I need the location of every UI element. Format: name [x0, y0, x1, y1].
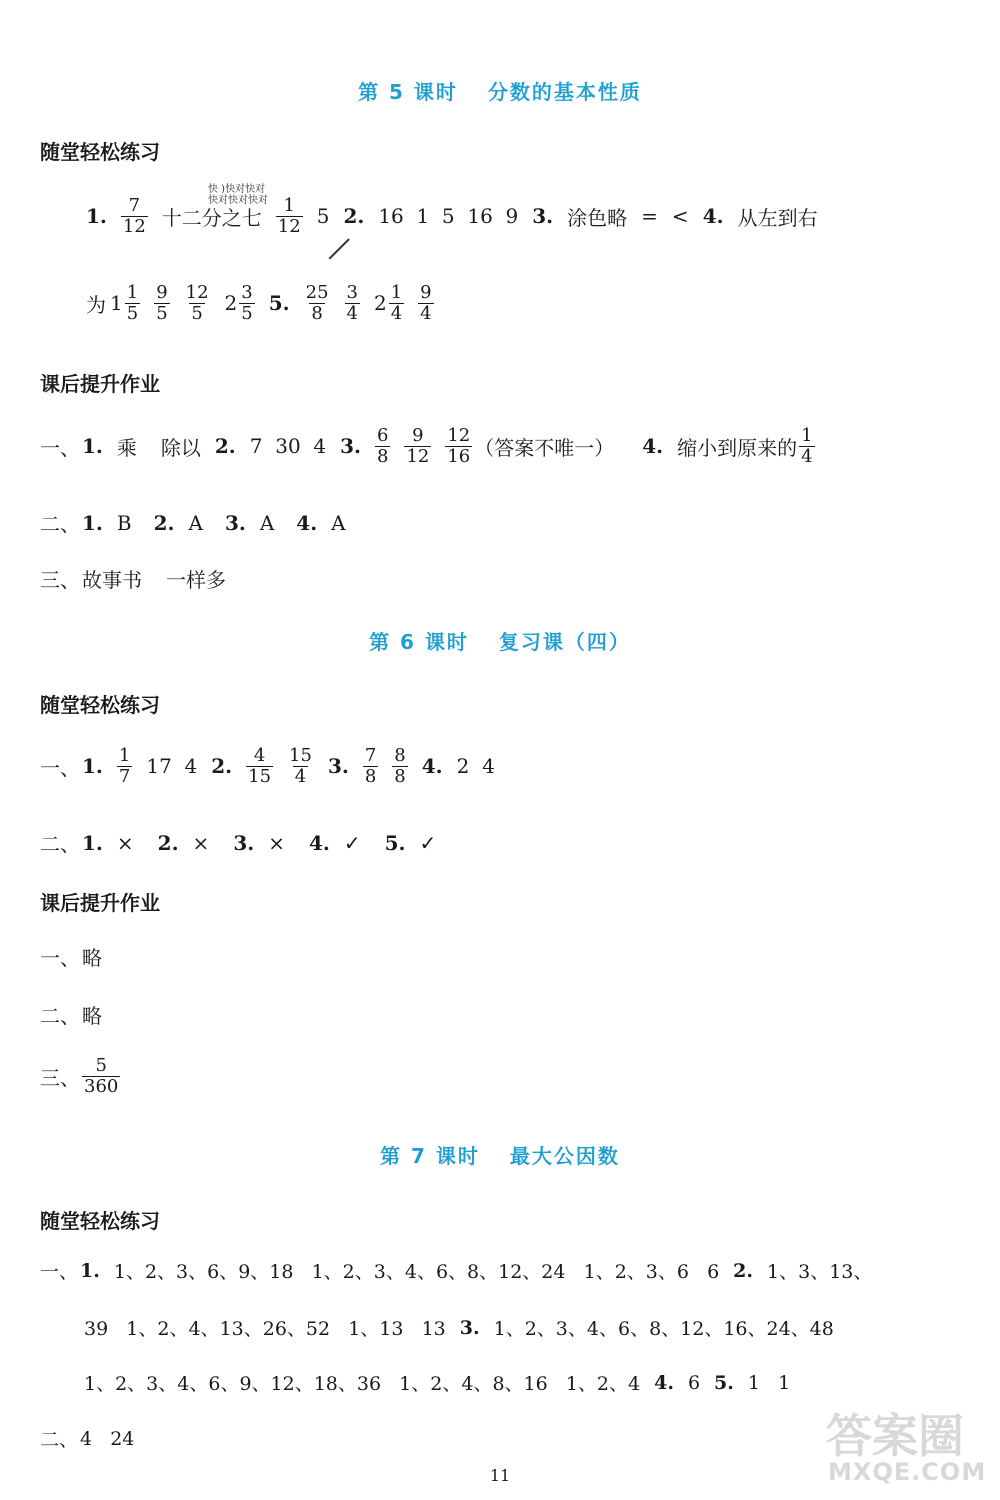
item-number: 3. [224, 510, 246, 535]
answer-text: 乘 [116, 435, 137, 460]
numerator: 3 [346, 282, 358, 303]
answer-symbol: = [641, 204, 658, 229]
answer-text: 略 [82, 1004, 102, 1028]
answer-line [40, 828, 450, 857]
answer-text: 为 [86, 292, 106, 317]
practice-heading: 随堂轻松练习 [40, 140, 160, 164]
answer-text: 17 4 [146, 754, 198, 779]
item-number: 2. [214, 434, 236, 459]
answer-line [40, 1000, 116, 1029]
answer-text: （答案不唯一） [474, 435, 615, 460]
part-number: 一、 [40, 755, 80, 780]
practice-heading: 随堂轻松练习 [40, 693, 160, 717]
item-number: 1. [82, 434, 103, 459]
item-number: 5. [714, 1371, 734, 1394]
numerator: 12 [447, 425, 471, 446]
denominator: 7 [118, 765, 131, 787]
answer-text: 1、2、3、4、6、8、12、16、24、48 [493, 1318, 834, 1340]
homework-heading: 课后提升作业 [40, 372, 160, 396]
fraction [345, 283, 360, 324]
item-number: 5. [384, 830, 406, 855]
answer-text: 7 30 4 [249, 434, 327, 459]
item-number: 4. [308, 830, 330, 855]
numerator: 8 [394, 745, 406, 766]
item-number: 5. [268, 291, 290, 316]
item-number: 4. [642, 434, 664, 459]
fraction [287, 746, 314, 787]
answer-line [84, 1314, 848, 1341]
part-number: 二、 [40, 832, 80, 856]
cross-mark: × [268, 830, 285, 855]
numerator: 1 [126, 282, 139, 303]
answer-text: A [259, 510, 275, 535]
numerator: 7 [128, 195, 141, 216]
fraction [82, 1056, 120, 1097]
answer-line [40, 1425, 148, 1452]
fraction [375, 426, 390, 467]
numerator: 1 [390, 282, 403, 303]
item-number: 2. [733, 1259, 754, 1282]
check-mark: ✓ [343, 830, 361, 855]
section-title-text: 分数的基本性质 [487, 80, 642, 104]
item-number: 2. [211, 754, 233, 779]
answer-text: 故事书 [82, 568, 142, 592]
denominator: 5 [191, 302, 203, 324]
whole-part: 1 [110, 291, 123, 316]
answer-symbol: < [671, 204, 689, 229]
section-title-text: 最大公因数 [509, 1144, 620, 1168]
answer-text: A [188, 510, 203, 535]
item-number: 3. [327, 754, 349, 779]
answer-text: 1、2、3、6、9、18 1、2、3、4、6、8、12、24 1、2、3、6 6 [113, 1261, 720, 1283]
answer-text: 39 1、2、4、13、26、52 1、13 13 [84, 1318, 446, 1340]
item-number: 2. [157, 830, 179, 855]
answer-line [86, 196, 832, 237]
check-mark: ✓ [419, 830, 437, 855]
whole-part: 2 [224, 291, 238, 316]
answer-line [40, 942, 116, 971]
answer-text: 除以 [160, 435, 201, 460]
practice-heading: 随堂轻松练习 [40, 1209, 160, 1233]
section-title-7 [0, 1140, 1000, 1169]
answer-text: 1 1 [747, 1371, 791, 1394]
answer-text: 5 [316, 204, 330, 229]
item-number: 1. [80, 1259, 100, 1282]
denominator: 12 [122, 215, 146, 237]
answer-line [40, 426, 829, 467]
numerator: 15 [289, 745, 312, 766]
part-number: 三、 [40, 1065, 80, 1090]
section-title-text: 复习课（四） [498, 630, 631, 654]
fraction [117, 746, 132, 787]
answer-text: 一样多 [166, 568, 226, 592]
answer-text: 1、2、3、4、6、9、12、18、36 1、2、4、8、16 1、2、4 [84, 1373, 641, 1395]
denominator: 4 [294, 765, 307, 787]
denominator: 16 [447, 445, 471, 467]
denominator: 4 [390, 302, 403, 324]
section-title-number: 第 7 课时 [380, 1144, 480, 1168]
answer-text: 从左到右 [737, 205, 818, 230]
numerator: 9 [412, 425, 424, 446]
denominator: 5 [241, 302, 253, 324]
pen-stroke [329, 238, 350, 259]
item-number: 1. [86, 204, 107, 229]
part-number: 二、 [40, 1004, 80, 1028]
answer-text: 16 1 5 16 9 [378, 204, 519, 229]
item-number: 4. [702, 204, 724, 229]
cross-mark: × [192, 830, 210, 855]
answer-text: 十二分之七 [161, 205, 262, 230]
fraction [121, 196, 148, 237]
numerator: 3 [241, 282, 253, 303]
item-number: 3. [340, 434, 361, 459]
answer-text: 6 [687, 1371, 701, 1394]
answer-text: 4 24 [80, 1427, 135, 1450]
numerator: 1 [118, 745, 131, 766]
section-title-5 [0, 76, 1000, 105]
answer-line [40, 746, 509, 787]
answer-line [40, 1257, 886, 1284]
item-number: 2. [153, 510, 175, 535]
mixed-number [374, 283, 404, 324]
denominator: 4 [420, 302, 432, 324]
denominator: 12 [406, 445, 430, 467]
fraction [125, 283, 140, 324]
note-line: 快对快对快对 [208, 195, 268, 206]
answer-line [40, 564, 240, 593]
numerator: 7 [364, 745, 377, 766]
answer-text: 1、3、13、 [767, 1261, 873, 1283]
item-number: 1. [82, 510, 103, 535]
fraction [154, 283, 169, 324]
section-title-6 [0, 626, 1000, 655]
fraction [799, 426, 814, 467]
denominator: 15 [248, 765, 272, 787]
part-number: 二、 [40, 512, 80, 536]
denominator: 8 [377, 445, 389, 467]
part-number: 一、 [40, 946, 80, 970]
denominator: 5 [126, 302, 139, 324]
watermark-logo: 答案圈 [826, 1409, 964, 1463]
numerator: 9 [156, 282, 168, 303]
numerator: 1 [283, 195, 295, 216]
denominator: 8 [364, 765, 377, 787]
fraction [392, 746, 407, 787]
answer-line [40, 508, 360, 537]
item-number: 1. [82, 830, 103, 855]
numerator: 1 [801, 425, 813, 446]
whole-part: 2 [373, 291, 387, 316]
answer-line [40, 1056, 134, 1097]
denominator: 8 [394, 765, 406, 787]
answer-text: A [331, 510, 346, 535]
numerator: 4 [253, 745, 266, 766]
fraction [445, 426, 472, 467]
item-number: 3. [532, 204, 554, 229]
part-number: 一、 [40, 1261, 79, 1283]
fraction [276, 196, 303, 237]
numerator: 6 [377, 425, 389, 446]
fraction [418, 283, 433, 324]
part-number: 二、 [40, 1429, 79, 1451]
item-number: 4. [296, 510, 318, 535]
answer-text: 2 4 [456, 754, 495, 779]
fraction [389, 283, 404, 324]
item-number: 1. [82, 754, 103, 779]
note-line: 快 )快对快对 [208, 184, 266, 195]
fraction [239, 283, 254, 324]
mixed-number [225, 283, 255, 324]
denominator: 360 [84, 1075, 119, 1097]
answer-line [84, 1369, 804, 1396]
answer-line [86, 283, 448, 324]
denominator: 4 [801, 445, 813, 467]
numerator: 25 [305, 282, 329, 303]
denominator: 5 [156, 302, 168, 324]
item-number: 3. [459, 1316, 480, 1339]
fraction [404, 426, 431, 467]
fraction [184, 283, 211, 324]
answer-text: 略 [82, 946, 102, 970]
fraction [363, 746, 378, 787]
homework-heading: 课后提升作业 [40, 891, 160, 915]
item-number: 3. [233, 830, 255, 855]
part-number: 一、 [40, 435, 80, 460]
page-number: 11 [489, 1466, 511, 1485]
part-number: 三、 [40, 568, 80, 592]
item-number: 4. [421, 754, 443, 779]
fraction [304, 283, 331, 324]
answer-text: 涂色略 [567, 205, 628, 230]
section-title-number: 第 5 课时 [358, 80, 458, 104]
watermark-url: MXQE.COM [828, 1458, 987, 1486]
answer-text: B [116, 510, 132, 535]
mixed-number [110, 283, 140, 324]
denominator: 8 [311, 302, 323, 324]
numerator: 9 [420, 282, 432, 303]
section-title-number: 第 6 课时 [369, 630, 469, 654]
item-number: 2. [343, 204, 365, 229]
numerator: 5 [95, 1055, 107, 1076]
fraction [246, 746, 273, 787]
answer-text: 缩小到原来的 [677, 435, 798, 460]
cross-mark: × [116, 830, 134, 855]
denominator: 4 [346, 302, 358, 324]
numerator: 12 [185, 282, 209, 303]
item-number: 4. [654, 1371, 674, 1394]
denominator: 12 [277, 215, 301, 237]
